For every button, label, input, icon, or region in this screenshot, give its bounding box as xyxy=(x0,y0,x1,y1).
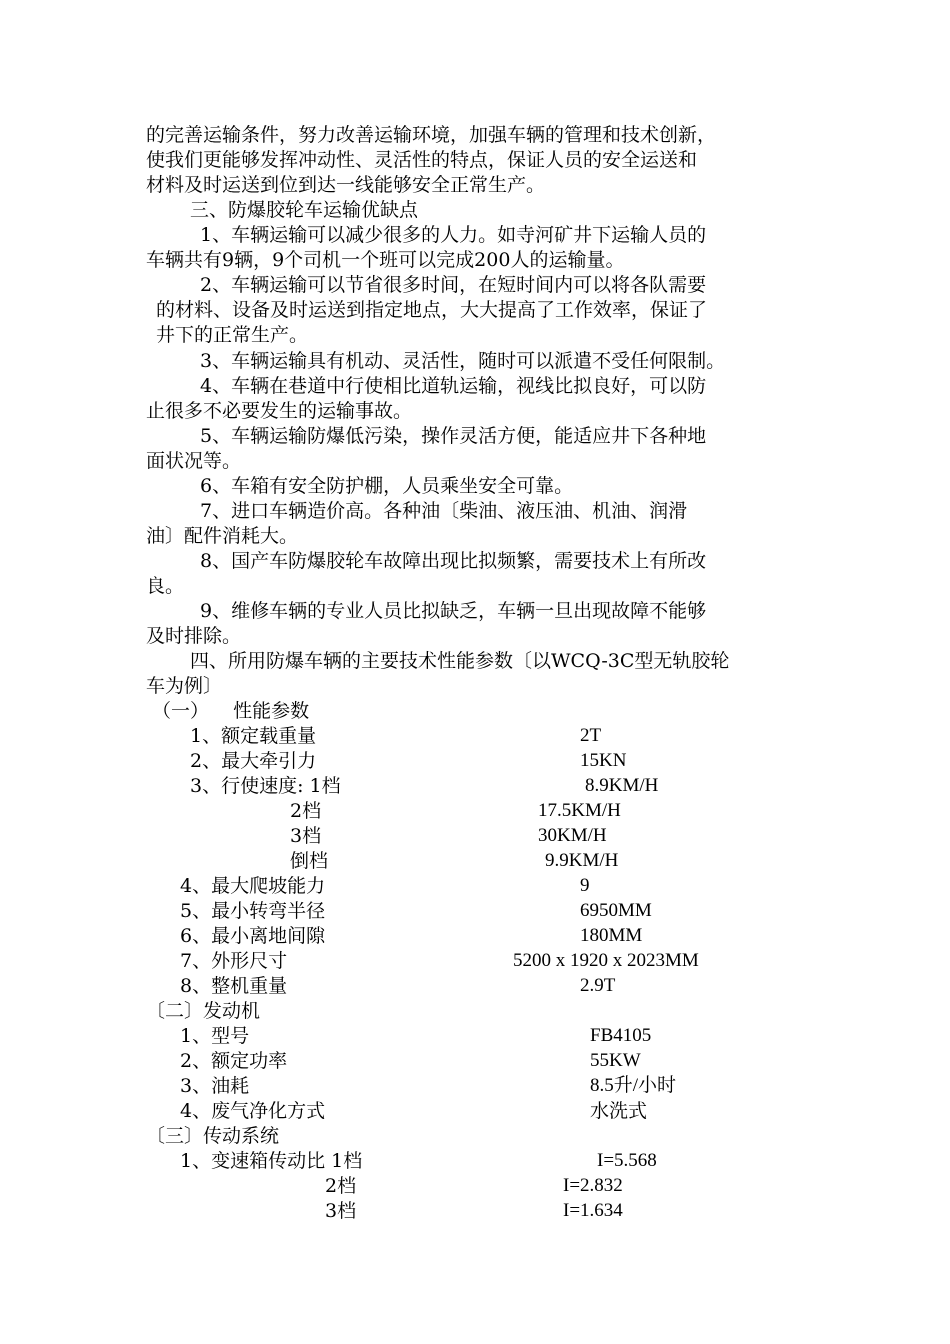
spec-label: 4、废气净化方式 xyxy=(180,1100,326,1122)
spec-label: 2、额定功率 xyxy=(180,1050,288,1072)
spec-label: 5、最小转弯半径 xyxy=(180,900,326,922)
text-line: 车为例〕 xyxy=(146,675,223,697)
spec-value: 2T xyxy=(580,725,602,746)
subsection-heading: （一） 性能参数 xyxy=(152,700,310,722)
list-item: 6、车箱有安全防护棚，人员乘坐安全可靠。 xyxy=(200,475,574,497)
subsection-heading: 〔三〕传动系统 xyxy=(146,1125,280,1147)
text-line: 面状况等。 xyxy=(146,450,242,472)
spec-label: 3、油耗 xyxy=(180,1075,250,1097)
spec-value: I=1.634 xyxy=(563,1200,623,1221)
text-line: 及时排除。 xyxy=(146,625,242,647)
spec-label: 7、外形尺寸 xyxy=(180,950,288,972)
subsection-heading: 〔二〕发动机 xyxy=(146,1000,261,1022)
text-line: 使我们更能够发挥冲动性、灵活性的特点，保证人员的安全运送和 xyxy=(146,149,698,171)
spec-value: 9 xyxy=(580,875,590,896)
list-item: 9、维修车辆的专业人员比拟缺乏，车辆一旦出现故障不能够 xyxy=(200,600,707,622)
spec-label: 2、最大牵引力 xyxy=(190,750,317,772)
spec-value: FB4105 xyxy=(590,1025,652,1046)
list-item: 2、车辆运输可以节省很多时间，在短时间内可以将各队需要 xyxy=(200,274,707,296)
spec-label: 4、最大爬坡能力 xyxy=(180,875,326,897)
spec-value: 9.9KM/H xyxy=(545,850,619,871)
text-line: 材料及时运送到位到达一线能够安全正常生产。 xyxy=(146,174,546,196)
spec-value: 15KN xyxy=(580,750,627,771)
spec-value: 55KW xyxy=(590,1050,641,1071)
spec-label: 3档 xyxy=(290,825,322,847)
spec-value: 17.5KM/H xyxy=(538,800,621,821)
spec-value: 2.9T xyxy=(580,975,616,996)
text-line: 的完善运输条件，努力改善运输环境，加强车辆的管理和技术创新， xyxy=(146,124,717,146)
list-item: 1、车辆运输可以减少很多的人力。如寺河矿井下运输人员的 xyxy=(200,224,707,246)
text-line: 车辆共有9辆，9个司机一个班可以完成200人的运输量。 xyxy=(146,249,625,271)
spec-label: 8、整机重量 xyxy=(180,975,288,997)
spec-value: I=2.832 xyxy=(563,1175,623,1196)
section-heading: 四、所用防爆车辆的主要技术性能参数〔以WCQ-3C型无轨胶轮 xyxy=(190,650,730,672)
section-heading: 三、防爆胶轮车运输优缺点 xyxy=(190,199,419,221)
text-line: 油〕配件消耗大。 xyxy=(146,525,299,547)
spec-label: 1、额定载重量 xyxy=(190,725,317,747)
text-line: 止很多不必要发生的运输事故。 xyxy=(146,400,413,422)
list-item: 3、车辆运输具有机动、灵活性，随时可以派遣不受任何限制。 xyxy=(200,350,726,372)
list-item: 8、国产车防爆胶轮车故障出现比拟频繁，需要技术上有所改 xyxy=(200,550,707,572)
spec-value: 8.9KM/H xyxy=(585,775,659,796)
spec-label: 倒档 xyxy=(290,850,329,872)
text-line: 井下的正常生产。 xyxy=(156,324,309,346)
spec-label: 2档 xyxy=(290,800,322,822)
spec-label: 3、行使速度: 1档 xyxy=(190,775,341,797)
spec-value: 180MM xyxy=(580,925,643,946)
list-item: 4、车辆在巷道中行使相比道轨运输，视线比拟良好，可以防 xyxy=(200,375,707,397)
spec-value: 30KM/H xyxy=(538,825,607,846)
spec-value: 8.5升/小时 xyxy=(590,1075,677,1096)
spec-label: 2档 xyxy=(325,1175,357,1197)
spec-label: 1、变速箱传动比 1档 xyxy=(180,1150,363,1172)
spec-value: I=5.568 xyxy=(597,1150,657,1171)
spec-label: 6、最小离地间隙 xyxy=(180,925,326,947)
spec-value: 水洗式 xyxy=(590,1100,648,1122)
spec-value: 5200 x 1920 x 2023MM xyxy=(513,950,699,971)
list-item: 5、车辆运输防爆低污染，操作灵活方便，能适应井下各种地 xyxy=(200,425,707,447)
spec-value: 6950MM xyxy=(580,900,652,921)
text-line: 良。 xyxy=(146,575,185,597)
list-item: 7、进口车辆造价高。各种油〔柴油、液压油、机油、润滑 xyxy=(200,500,688,522)
spec-label: 1、型号 xyxy=(180,1025,250,1047)
text-line: 的材料、设备及时运送到指定地点，大大提高了工作效率，保证了 xyxy=(156,299,708,321)
spec-label: 3档 xyxy=(325,1200,357,1222)
